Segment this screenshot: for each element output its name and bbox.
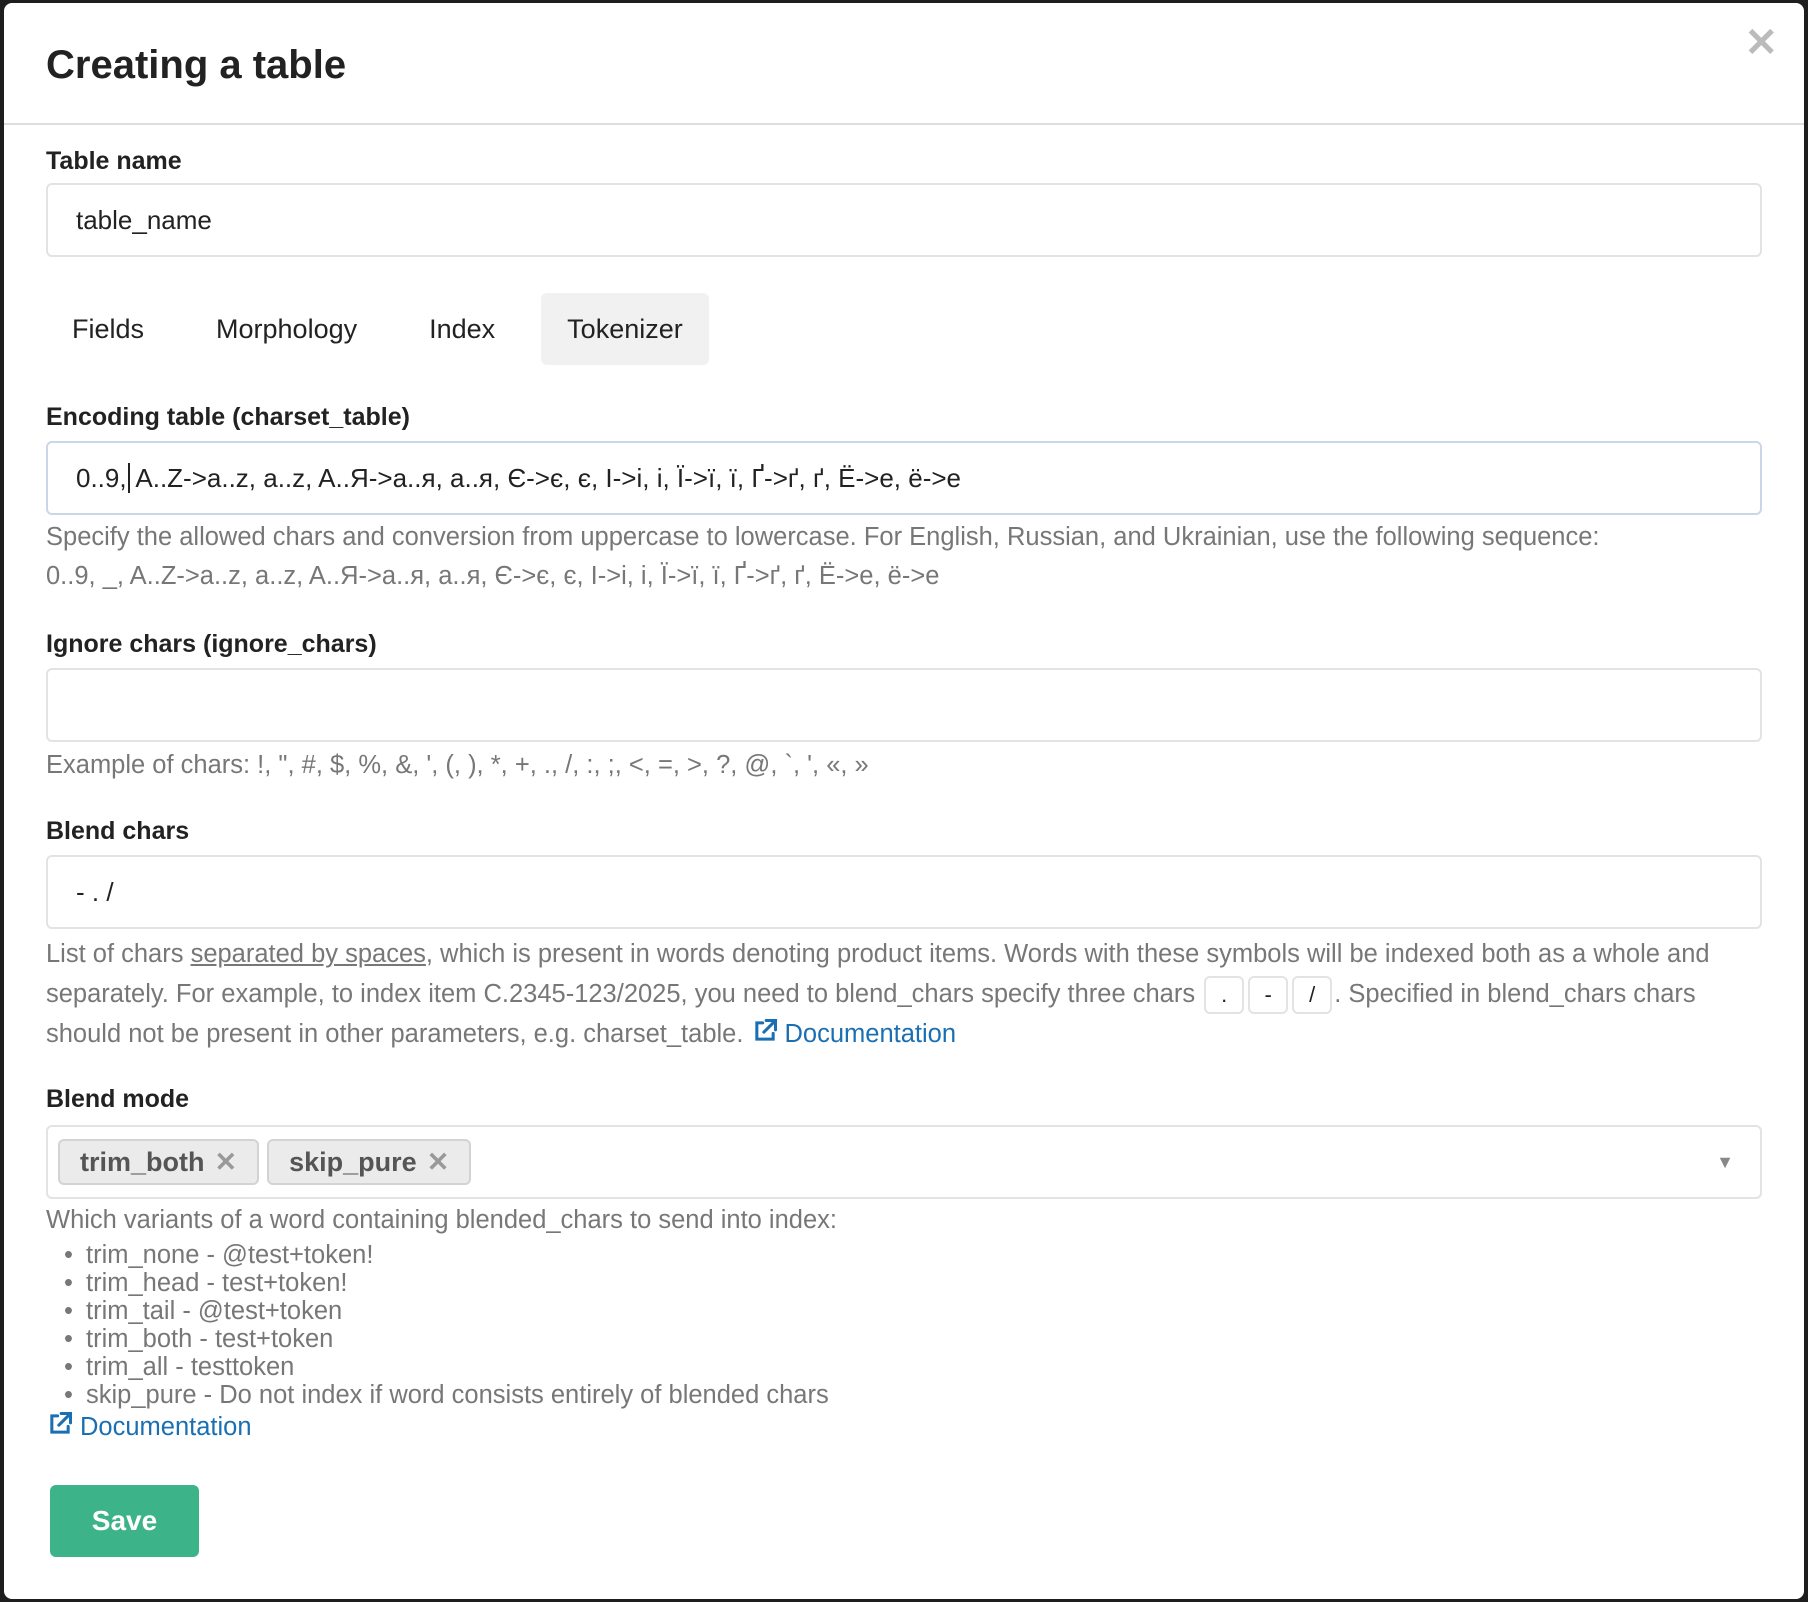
blend-chars-help — [46, 934, 1762, 1054]
list-item: • trim_head - test+token! — [46, 1269, 829, 1297]
blend-chars-label: Blend chars — [46, 817, 190, 845]
ignore-chars-label: Ignore chars (ignore_chars) — [46, 630, 377, 658]
charset-value-a: 0..9, — [76, 463, 127, 493]
help-text: , which is present in words denoting product items. Words with these symbols will be indexed both as a whole and separately. For example, to index item C.2345-123/2025, you need to blend_chars specify three chars — [46, 940, 1710, 1008]
save-button[interactable]: Save — [50, 1485, 199, 1557]
blend-mode-label: Blend mode — [46, 1085, 190, 1113]
list-item: • trim_none - @test+token! — [46, 1241, 829, 1269]
blend-mode-list — [46, 1241, 829, 1409]
chip-label: skip_pure — [289, 1147, 417, 1177]
charset-help-line2: 0..9, _, A..Z->a..z, a..z, A..Я->a..я, a..я, Є->є, є, І->i, і, Ї->ї, ї, Ґ->ґ, ґ, Ё->е, ё->е — [46, 562, 940, 590]
doc-link-label: Documentation — [784, 1020, 957, 1049]
chip-trim-both — [58, 1139, 259, 1185]
tab-tokenizer[interactable]: Tokenizer — [541, 293, 709, 365]
chip-skip-pure — [267, 1139, 471, 1185]
remove-icon[interactable]: ✕ — [426, 1147, 450, 1177]
blend-mode-doc-link[interactable] — [46, 1408, 1762, 1447]
blend-chars-input[interactable]: - . / — [46, 855, 1762, 929]
external-link-icon — [46, 1410, 74, 1438]
list-item: • trim_both - test+token — [46, 1325, 829, 1353]
blend-mode-select[interactable] — [46, 1125, 1762, 1199]
help-text: . Specified in blend_chars chars should not be present in other parameters, e.g. charset_table. — [46, 980, 1696, 1049]
list-item: • trim_tail - @test+token — [46, 1297, 829, 1325]
table-name-label: Table name — [46, 147, 182, 175]
remove-icon[interactable]: ✕ — [214, 1147, 238, 1177]
tab-index[interactable]: Index — [429, 314, 496, 344]
blend-chars-doc-link[interactable] — [751, 1020, 957, 1048]
charset-help-line1: Specify the allowed chars and conversion from uppercase to lowercase. For English, Russian, and Ukrainian, use the following sequence: — [46, 523, 1600, 551]
tab-fields[interactable]: Fields — [72, 314, 145, 344]
kbd-char: - — [1248, 976, 1288, 1014]
chevron-down-icon[interactable]: ▼ — [1716, 1152, 1734, 1172]
charset-help — [46, 518, 1762, 596]
blend-mode-help: Which variants of a word containing blended_chars to send into index: — [46, 1206, 837, 1234]
chip-label: trim_both — [80, 1147, 205, 1177]
list-item: • skip_pure - Do not index if word consists entirely of blended chars — [46, 1381, 829, 1409]
modal-header — [4, 3, 1804, 125]
ignore-chars-help: Example of chars: !, ", #, $, %, &, ', (, ), *, +, ., /, :, ;, <, =, >, ?, @, `, ', «, » — [46, 751, 869, 779]
list-item: • trim_all - testtoken — [46, 1353, 829, 1381]
help-underline: separated by spaces — [190, 940, 426, 968]
tabs — [46, 293, 729, 365]
ignore-chars-input[interactable] — [46, 668, 1762, 742]
modal-title: Creating a table — [46, 43, 347, 87]
kbd-char: . — [1204, 976, 1244, 1014]
kbd-char: / — [1292, 976, 1332, 1014]
charset-input[interactable] — [46, 441, 1762, 515]
doc-link-label: Documentation — [80, 1413, 252, 1441]
external-link-icon — [751, 1017, 779, 1045]
close-icon[interactable]: ✕ — [1744, 21, 1778, 65]
help-text: List of chars — [46, 940, 191, 968]
charset-label: Encoding table (charset_table) — [46, 403, 410, 431]
tab-morphology[interactable]: Morphology — [216, 314, 358, 344]
create-table-modal — [4, 3, 1804, 1599]
charset-value-b: A..Z->a..z, a..z, A..Я->a..я, a..я, Є->є, є, І->i, і, Ї->ї, ї, Ґ->ґ, ґ, Ё->е, ё->е — [129, 463, 962, 493]
table-name-input[interactable]: table_name — [46, 183, 1762, 257]
